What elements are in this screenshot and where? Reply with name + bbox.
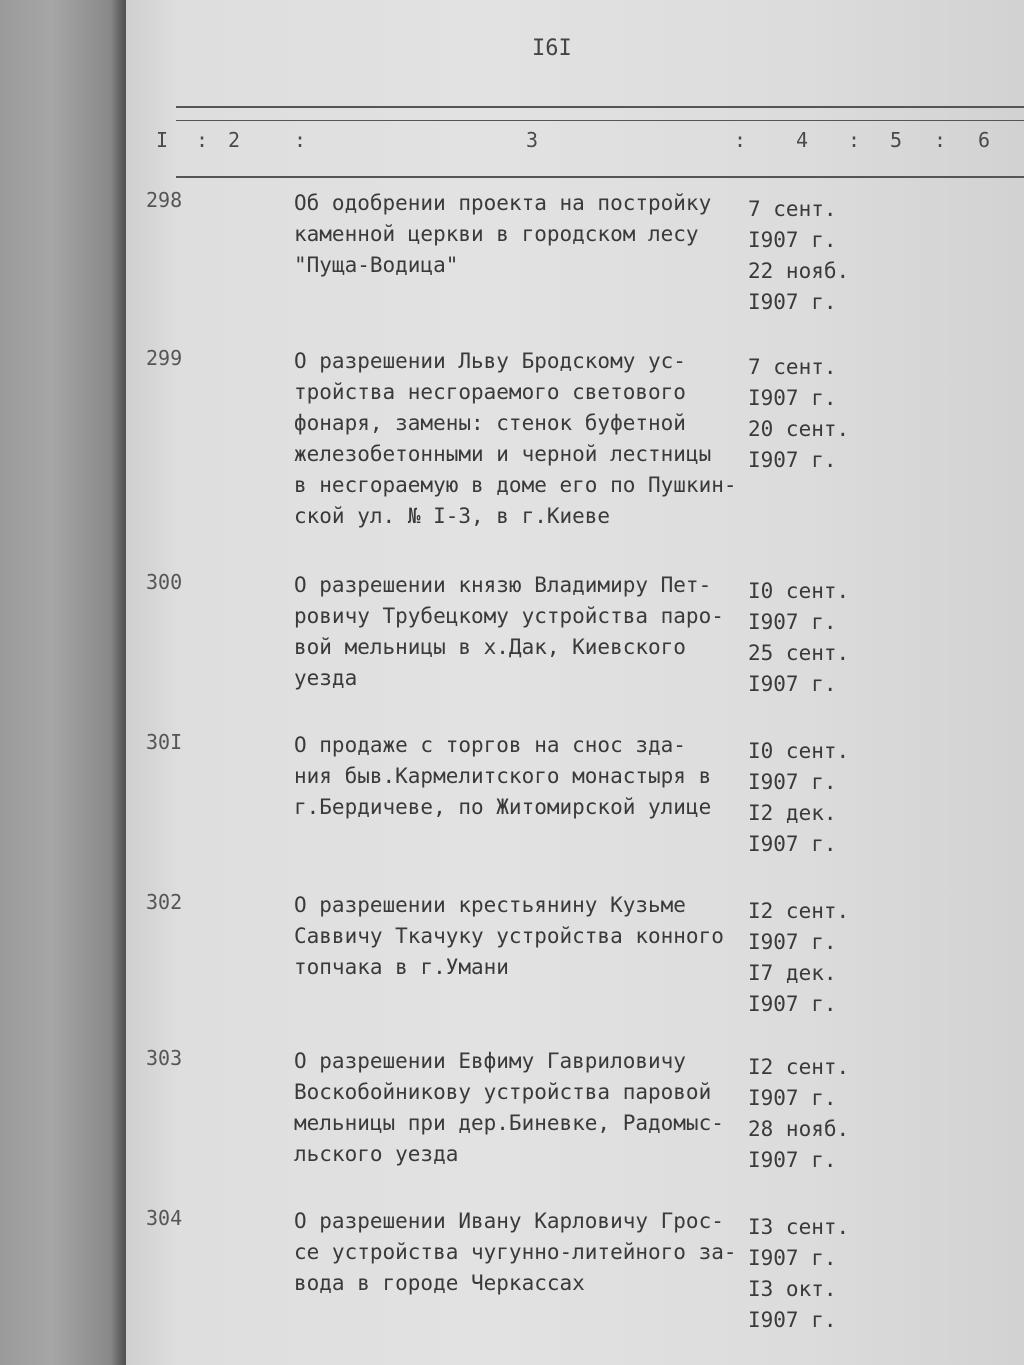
description-line: О продаже с торгов на снос зда- bbox=[294, 733, 686, 757]
end-year: I907 г. bbox=[748, 290, 837, 314]
entry-dates bbox=[748, 736, 849, 860]
entry-number: 30I bbox=[146, 730, 183, 754]
description-line: О разрешении Ивану Карловичу Грос- bbox=[294, 1209, 724, 1233]
page-number: I6I bbox=[532, 36, 572, 61]
header-rule-inner bbox=[176, 120, 1024, 121]
description-line: топчака в г.Умани bbox=[294, 955, 509, 979]
end-year: I907 г. bbox=[748, 448, 837, 472]
end-date: I2 дек. bbox=[748, 801, 837, 825]
end-date: 25 сент. bbox=[748, 641, 850, 665]
start-year: I907 г. bbox=[748, 930, 837, 954]
end-year: I907 г. bbox=[748, 672, 837, 696]
facing-page bbox=[0, 0, 128, 1365]
start-date: I2 сент. bbox=[748, 899, 850, 923]
end-year: I907 г. bbox=[748, 832, 837, 856]
start-year: I907 г. bbox=[748, 770, 837, 794]
entry-dates bbox=[748, 1212, 849, 1336]
document-page bbox=[126, 0, 1024, 1365]
entry-dates bbox=[748, 352, 849, 476]
end-year: I907 г. bbox=[748, 1308, 837, 1332]
description-line: льского уезда bbox=[294, 1142, 459, 1166]
column-header-1: I bbox=[156, 128, 169, 152]
description-line: се устройства чугунно-литейного за- bbox=[294, 1240, 737, 1264]
column-header-3: 3 bbox=[526, 128, 539, 152]
end-date: 28 нояб. bbox=[748, 1117, 850, 1141]
start-year: I907 г. bbox=[748, 1246, 837, 1270]
column-separator: : bbox=[848, 128, 861, 152]
description-line: ровичу Трубецкому устройства паро- bbox=[294, 604, 724, 628]
start-date: I3 сент. bbox=[748, 1215, 850, 1239]
start-year: I907 г. bbox=[748, 610, 837, 634]
column-header-6: 6 bbox=[978, 128, 991, 152]
start-year: I907 г. bbox=[748, 386, 837, 410]
entry-number: 300 bbox=[146, 570, 183, 594]
entry-number: 298 bbox=[146, 188, 183, 212]
column-separator: : bbox=[294, 128, 307, 152]
entry-dates bbox=[748, 194, 849, 318]
entry-dates bbox=[748, 896, 849, 1020]
entry-description bbox=[294, 188, 744, 281]
column-separator: : bbox=[734, 128, 747, 152]
column-header-5: 5 bbox=[890, 128, 903, 152]
description-line: ния быв.Кармелитского монастыря в bbox=[294, 764, 712, 788]
description-line: ской ул. № I-3, в г.Киеве bbox=[294, 504, 611, 528]
end-date: 20 сент. bbox=[748, 417, 850, 441]
entry-description bbox=[294, 1046, 744, 1170]
start-year: I907 г. bbox=[748, 1086, 837, 1110]
description-line: г.Бердичеве, по Житомирской улице bbox=[294, 795, 712, 819]
entry-number: 304 bbox=[146, 1206, 183, 1230]
description-line: вой мельницы в х.Дак, Киевского bbox=[294, 635, 686, 659]
entry-description bbox=[294, 890, 744, 983]
end-year: I907 г. bbox=[748, 992, 837, 1016]
description-line: в несгораемую в доме его по Пушкин- bbox=[294, 473, 737, 497]
start-date: I0 сент. bbox=[748, 739, 850, 763]
column-separator: : bbox=[196, 128, 209, 152]
start-date: 7 сент. bbox=[748, 355, 837, 379]
end-year: I907 г. bbox=[748, 1148, 837, 1172]
entry-description bbox=[294, 570, 744, 694]
description-line: тройства несгораемого светового bbox=[294, 380, 686, 404]
entry-dates bbox=[748, 1052, 849, 1176]
start-date: 7 сент. bbox=[748, 197, 837, 221]
description-line: железобетонными и черной лестницы bbox=[294, 442, 712, 466]
header-rule-bottom bbox=[176, 176, 1024, 178]
description-line: уезда bbox=[294, 666, 358, 690]
entry-description bbox=[294, 346, 744, 532]
column-header-2: 2 bbox=[228, 128, 241, 152]
end-date: I7 дек. bbox=[748, 961, 837, 985]
column-header-4: 4 bbox=[796, 128, 809, 152]
entry-description bbox=[294, 730, 744, 823]
description-line: О разрешении Евфиму Гавриловичу bbox=[294, 1049, 686, 1073]
description-line: каменной церкви в городском лесу bbox=[294, 222, 699, 246]
description-line: Об одобрении проекта на постройку bbox=[294, 191, 712, 215]
start-year: I907 г. bbox=[748, 228, 837, 252]
description-line: Воскобойникову устройства паровой bbox=[294, 1080, 712, 1104]
description-line: О разрешении крестьянину Кузьме bbox=[294, 893, 686, 917]
description-line: мельницы при дер.Биневке, Радомыс- bbox=[294, 1111, 724, 1135]
description-line: О разрешении Льву Бродскому ус- bbox=[294, 349, 686, 373]
entry-number: 302 bbox=[146, 890, 183, 914]
column-separator: : bbox=[934, 128, 947, 152]
end-date: I3 окт. bbox=[748, 1277, 837, 1301]
entry-dates bbox=[748, 576, 849, 700]
entry-description bbox=[294, 1206, 744, 1299]
start-date: I0 сент. bbox=[748, 579, 850, 603]
column-headers bbox=[126, 128, 1024, 168]
entry-number: 299 bbox=[146, 346, 183, 370]
end-date: 22 нояб. bbox=[748, 259, 850, 283]
header-rule-top bbox=[176, 106, 1024, 108]
entry-number: 303 bbox=[146, 1046, 183, 1070]
description-line: О разрешении князю Владимиру Пет- bbox=[294, 573, 712, 597]
description-line: Саввичу Ткачуку устройства конного bbox=[294, 924, 724, 948]
description-line: вода в городе Черкассах bbox=[294, 1271, 585, 1295]
start-date: I2 сент. bbox=[748, 1055, 850, 1079]
description-line: фонаря, замены: стенок буфетной bbox=[294, 411, 686, 435]
description-line: "Пуща-Водица" bbox=[294, 253, 459, 277]
